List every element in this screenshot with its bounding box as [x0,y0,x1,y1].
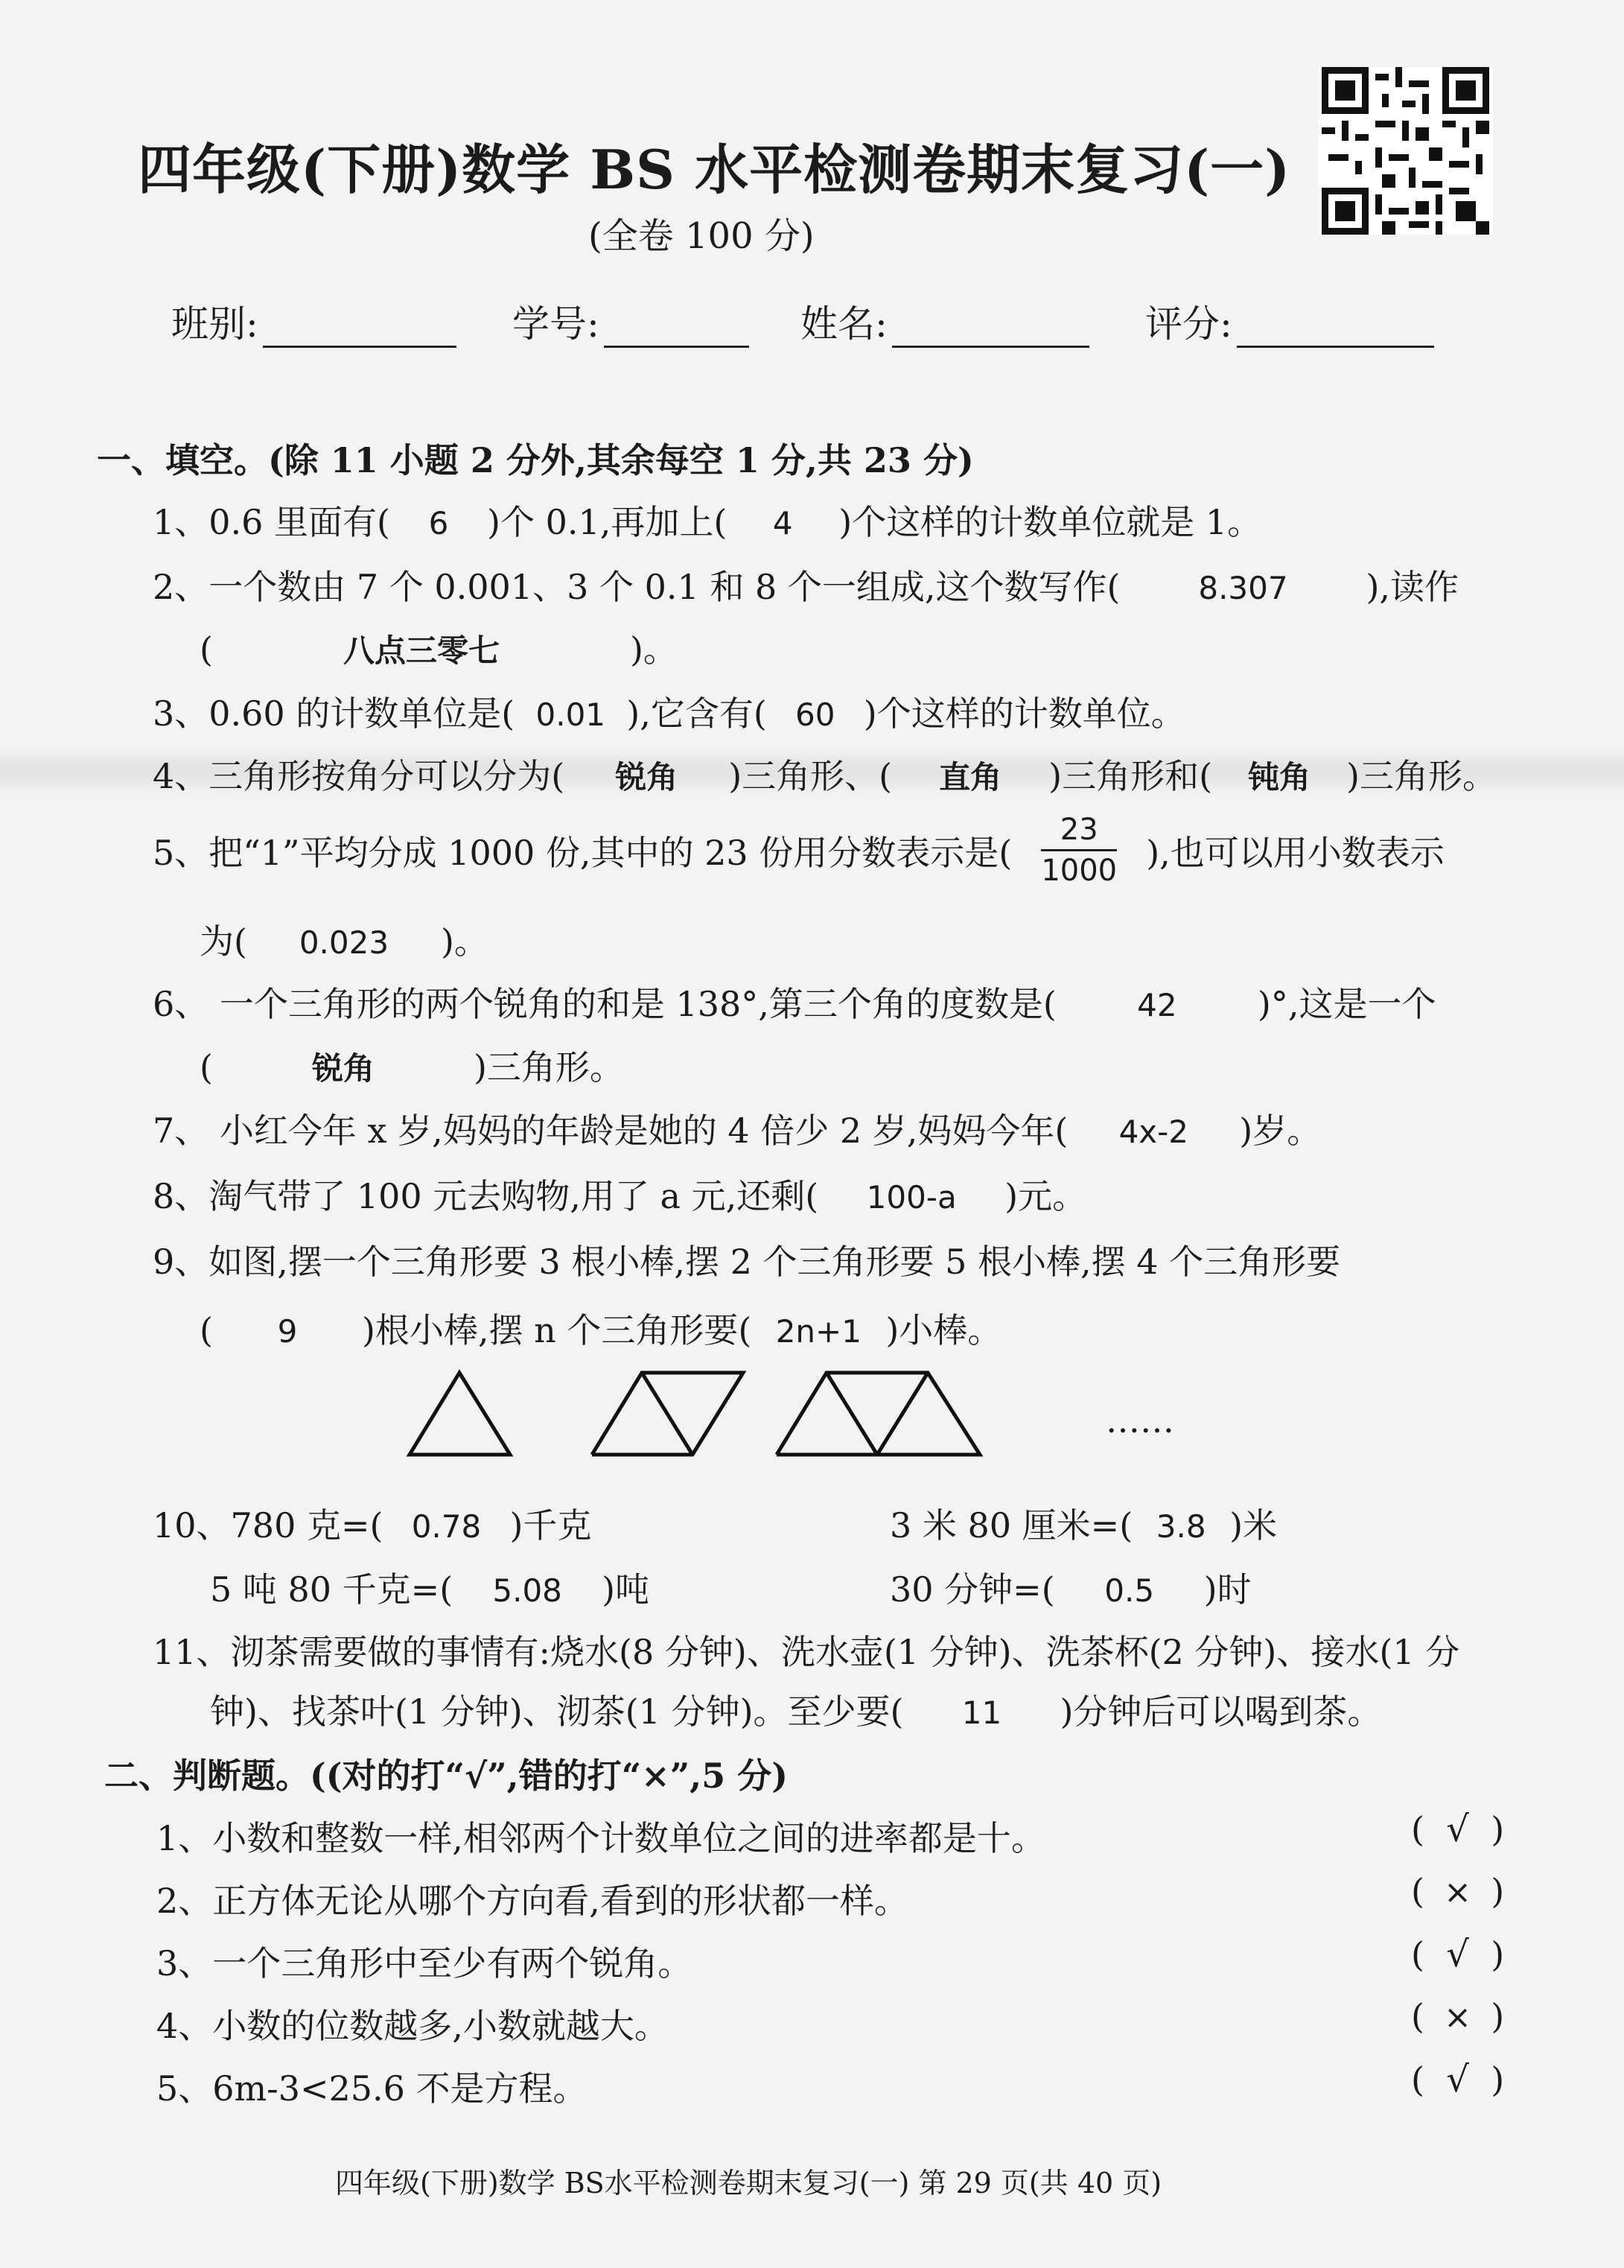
question-8 [153,1169,1086,1219]
field-number-label: 学号: [512,302,599,346]
q9-text-e: )小棒。 [885,1310,1002,1350]
judge-item-5: 5、6m-3<25.6 不是方程。 [156,2068,587,2109]
q9-answer-2: 2n+1 [775,1313,862,1350]
q6-answer-2: 锐角 [311,1050,375,1087]
q9-text-a: 9、如图,摆一个三角形要 3 根小棒,摆 2 个三角形要 5 根小棒,摆 4 个三角形要 [153,1242,1341,1282]
field-name-label: 姓名: [800,302,888,346]
q4-answer-1: 锐角 [615,759,678,795]
judge-mark-2: ( × ) [1411,1871,1505,1911]
judge-item-1: 1、小数和整数一样,相邻两个计数单位之间的进率都是十。 [156,1818,1045,1858]
question-3 [153,687,1185,736]
qr-code [1318,67,1493,235]
q6-text-d: )三角形。 [473,1047,624,1087]
q7-answer-1: 4x-2 [1118,1114,1189,1150]
judge-answer-5: √ [1446,2059,1469,2100]
q4-text-d: )三角形。 [1346,756,1497,796]
q10-r1-answer: 3.8 [1156,1508,1206,1545]
q3-text-b: ),它含有( [626,693,767,734]
q6-text-b: )°,这是一个 [1257,984,1436,1024]
judge-item-3: 3、一个三角形中至少有两个锐角。 [156,1943,692,1983]
judge-answer-3: √ [1446,1934,1469,1975]
field-name-blank[interactable] [892,308,1089,348]
q5-answer-2: 0.023 [299,924,389,961]
q3-answer-2: 60 [795,696,835,733]
question-6 [153,977,1436,1026]
q6-text-a: 6、 一个三角形的两个锐角的和是 138°,第三个角的度数是( [153,984,1057,1024]
q5-text-d: )。 [440,921,488,962]
judge-item-2: 2、正方体无论从哪个方向看,看到的形状都一样。 [156,1881,908,1921]
q7-text-b: )岁。 [1239,1111,1322,1151]
q10-l1-answer: 0.78 [411,1508,482,1545]
question-5 [153,810,1445,890]
q2-answer-2: 八点三零七 [343,632,500,669]
field-number-blank[interactable] [604,308,749,348]
page-footer: 四年级(下册)数学 BS水平检测卷期末复习(一) 第 29 页(共 40 页) [335,2167,1162,2199]
field-name [800,294,1089,348]
q5-fraction-denominator: 1000 [1041,854,1118,888]
q1-text-b: )个 0.1,再加上( [487,502,727,542]
q1-answer-2: 4 [772,505,793,541]
q5-fraction-numerator: 23 [1041,810,1117,851]
q10-l2-text-b: )吨 [602,1569,650,1610]
judge-answer-4: × [1444,1998,1472,2036]
q10-l2-text-a: 5 吨 80 千克=( [210,1569,453,1610]
q10-l2-answer: 5.08 [492,1572,562,1609]
q9-text-d: )根小棒,摆 n 个三角形要( [361,1310,752,1350]
section-1-heading: 一、填空。(除 11 小题 2 分外,其余每空 1 分,共 23 分) [97,440,974,480]
q1-answer-1: 6 [428,505,449,541]
q2-text-c: ( [200,629,213,670]
question-7 [153,1104,1321,1153]
q2-text-a: 2、一个数由 7 个 0.001、3 个 0.1 和 8 个一组成,这个数写作( [153,567,1121,607]
question-10-left-2 [210,1563,649,1612]
judge-mark-3: ( √ ) [1411,1934,1505,1975]
q3-text-a: 3、0.60 的计数单位是( [153,693,515,734]
q10-r2-text-b: )时 [1203,1569,1252,1610]
q1-text-a: 1、0.6 里面有( [153,502,390,542]
q9-text-c: ( [200,1310,213,1350]
field-class [171,294,456,348]
q3-text-c: )个这样的计数单位。 [863,693,1185,734]
q10-r1-text-a: 3 米 80 厘米=( [890,1505,1133,1546]
question-5-line-2 [200,915,488,964]
q11-text-b: 钟)、找茶叶(1 分钟)、沏茶(1 分钟)。至少要( [210,1692,904,1732]
q10-r2-text-a: 30 分钟=( [890,1569,1055,1610]
q11-text-a: 11、沏茶需要做的事情有:烧水(8 分钟)、洗水壶(1 分钟)、洗茶杯(2 分钟)、接水(1 分 [153,1632,1460,1672]
q5-text-c: 为( [200,921,247,962]
q8-text-a: 8、淘气带了 100 元去购物,用了 a 元,还剩( [153,1176,819,1216]
q11-text-c: )分钟后可以喝到茶。 [1060,1692,1382,1732]
q10-l1-text-a: 10、780 克=( [153,1505,383,1546]
field-score [1145,294,1434,348]
field-score-label: 评分: [1145,302,1232,346]
question-10-left-1 [153,1499,591,1548]
q5-text-a: 5、把“1”平均分成 1000 份,其中的 23 份用分数表示是( [153,832,1013,873]
q8-answer-1: 100-a [866,1179,957,1216]
q4-text-a: 4、三角形按角分可以分为( [153,756,565,796]
field-score-blank[interactable] [1237,308,1434,348]
triangle-figure-1 [406,1369,518,1461]
triangle-figure-2 [588,1369,748,1461]
triangle-figure-3 [773,1369,985,1461]
q6-answer-1: 42 [1137,987,1177,1023]
question-2-line-2 [200,623,678,672]
question-9 [153,1235,1340,1284]
q1-text-c: )个这样的计数单位就是 1。 [838,502,1262,542]
q5-text-b: ),也可以用小数表示 [1146,832,1445,873]
judge-answer-2: × [1444,1873,1472,1911]
q4-text-c: )三角形和( [1048,756,1213,796]
question-2 [153,560,1459,609]
field-class-label: 班别: [171,302,258,346]
triangle-continuation: …… [1106,1400,1174,1440]
judge-answer-1: √ [1446,1808,1469,1850]
question-9-line-2 [200,1303,1002,1353]
q9-answer-1: 9 [277,1313,298,1350]
q10-l1-text-b: )千克 [509,1505,592,1546]
q8-text-b: )元。 [1004,1176,1087,1216]
judge-mark-1: ( √ ) [1411,1808,1505,1850]
judge-item-4: 4、小数的位数越多,小数就越大。 [156,2006,669,2046]
question-11 [153,1625,1459,1674]
question-10-right-1 [890,1499,1277,1548]
judge-mark-5: ( √ ) [1411,2059,1505,2100]
q10-r2-answer: 0.5 [1104,1572,1155,1609]
question-4 [153,749,1497,798]
question-10-right-2 [890,1563,1252,1612]
page-subtitle: (全卷 100 分) [588,215,815,257]
q11-answer-1: 11 [961,1694,1002,1731]
section-2-heading: 二、判断题。((对的打“√”,错的打“×”,5 分) [104,1756,788,1796]
q2-answer-1: 8.307 [1198,570,1288,606]
q5-fraction [1041,810,1117,890]
question-11-line-2 [210,1685,1381,1734]
q4-answer-3: 钝角 [1248,759,1311,795]
q4-answer-2: 直角 [939,759,1002,795]
q2-text-d: )。 [629,629,678,670]
q7-text-a: 7、 小红今年 x 岁,妈妈的年龄是她的 4 倍少 2 岁,妈妈今年( [153,1111,1069,1151]
page-title: 四年级(下册)数学 BS 水平检测卷期末复习(一) [138,138,1291,201]
judge-mark-4: ( × ) [1411,1996,1505,2036]
q3-answer-1: 0.01 [535,696,606,733]
field-number [512,294,749,348]
question-1 [153,495,1261,544]
q6-text-c: ( [200,1047,213,1087]
question-6-line-2 [200,1041,624,1090]
q10-r1-text-b: )米 [1229,1505,1278,1546]
field-class-blank[interactable] [263,308,456,348]
q4-text-b: )三角形、( [728,756,893,796]
q2-text-b: ),读作 [1366,567,1459,607]
